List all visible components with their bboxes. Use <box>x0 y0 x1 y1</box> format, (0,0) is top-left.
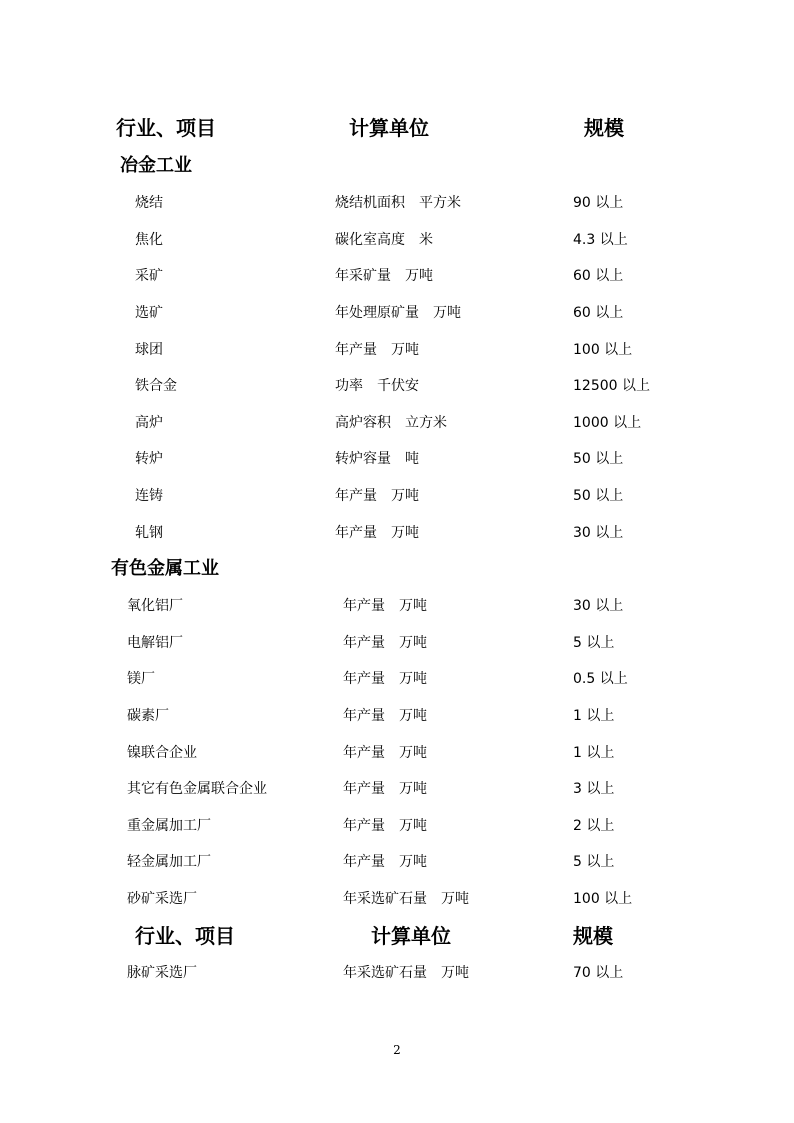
scale-value: 30 以上 <box>573 525 624 541</box>
unit-text: 年产量 万吨 <box>335 342 419 358</box>
item-name: 球团 <box>135 342 163 358</box>
item-name: 采矿 <box>135 268 163 284</box>
section-title-text: 冶金工业 <box>120 155 192 176</box>
table-row <box>0 484 794 508</box>
header-item: 行业、项目 <box>135 924 235 948</box>
item-name: 铁合金 <box>135 378 177 394</box>
scale-value: 4.3 以上 <box>573 232 628 248</box>
item-name: 重金属加工厂 <box>127 818 211 834</box>
scale-value: 1 以上 <box>573 708 615 724</box>
unit-text: 烧结机面积 平方米 <box>335 195 461 211</box>
table-row <box>0 594 794 618</box>
scale-value: 30 以上 <box>573 598 624 614</box>
unit-text: 年产量 万吨 <box>343 635 427 651</box>
item-name: 烧结 <box>135 195 163 211</box>
scale-value: 70 以上 <box>573 965 624 981</box>
scale-value: 3 以上 <box>573 781 615 797</box>
table-header-repeat <box>0 924 794 948</box>
header-scale: 规模 <box>573 924 613 948</box>
section-title <box>0 557 794 581</box>
unit-text: 转炉容量 吨 <box>335 451 419 467</box>
scale-value: 1 以上 <box>573 745 615 761</box>
table-row <box>0 887 794 911</box>
page-number: 2 <box>393 1043 401 1057</box>
table-row <box>0 777 794 801</box>
table-row <box>0 191 794 215</box>
unit-text: 年处理原矿量 万吨 <box>335 305 461 321</box>
header-scale: 规模 <box>584 116 624 140</box>
table-row <box>0 301 794 325</box>
item-name: 转炉 <box>135 451 163 467</box>
header-unit: 计算单位 <box>349 116 429 140</box>
table-row <box>0 961 794 985</box>
table-row <box>0 228 794 252</box>
section-title-text: 有色金属工业 <box>111 558 219 579</box>
unit-text: 年采选矿石量 万吨 <box>343 891 469 907</box>
scale-value: 1000 以上 <box>573 415 642 431</box>
item-name: 高炉 <box>135 415 163 431</box>
scale-value: 0.5 以上 <box>573 671 628 687</box>
scale-value: 90 以上 <box>573 195 624 211</box>
item-name: 镁厂 <box>127 671 155 687</box>
header-item: 行业、项目 <box>116 116 216 140</box>
item-name: 其它有色金属联合企业 <box>127 781 267 797</box>
unit-text: 功率 千伏安 <box>335 378 419 394</box>
table-row <box>0 667 794 691</box>
unit-text: 年采矿量 万吨 <box>335 268 433 284</box>
unit-text: 年产量 万吨 <box>343 598 427 614</box>
scale-value: 5 以上 <box>573 854 615 870</box>
scale-value: 5 以上 <box>573 635 615 651</box>
item-name: 砂矿采选厂 <box>127 891 197 907</box>
item-name: 脉矿采选厂 <box>127 965 197 981</box>
table-row <box>0 521 794 545</box>
item-name: 轻金属加工厂 <box>127 854 211 870</box>
unit-text: 年采选矿石量 万吨 <box>343 965 469 981</box>
table-row <box>0 338 794 362</box>
table-row <box>0 411 794 435</box>
table-row <box>0 447 794 471</box>
item-name: 镍联合企业 <box>127 745 197 761</box>
item-name: 氧化铝厂 <box>127 598 183 614</box>
item-name: 焦化 <box>135 232 163 248</box>
scale-value: 50 以上 <box>573 488 624 504</box>
item-name: 连铸 <box>135 488 163 504</box>
scale-value: 100 以上 <box>573 891 633 907</box>
table-row <box>0 264 794 288</box>
unit-text: 年产量 万吨 <box>343 854 427 870</box>
section-title <box>0 154 794 178</box>
scale-value: 100 以上 <box>573 342 633 358</box>
scale-value: 50 以上 <box>573 451 624 467</box>
item-name: 选矿 <box>135 305 163 321</box>
unit-text: 年产量 万吨 <box>343 818 427 834</box>
table-row <box>0 631 794 655</box>
table-row <box>0 741 794 765</box>
unit-text: 碳化室高度 米 <box>335 232 433 248</box>
scale-value: 60 以上 <box>573 268 624 284</box>
scale-value: 60 以上 <box>573 305 624 321</box>
scale-value: 2 以上 <box>573 818 615 834</box>
table-row <box>0 850 794 874</box>
item-name: 碳素厂 <box>127 708 169 724</box>
unit-text: 年产量 万吨 <box>343 745 427 761</box>
unit-text: 年产量 万吨 <box>343 781 427 797</box>
item-name: 电解铝厂 <box>127 635 183 651</box>
table-row <box>0 374 794 398</box>
header-unit: 计算单位 <box>371 924 451 948</box>
table-row <box>0 814 794 838</box>
table-row <box>0 704 794 728</box>
item-name: 轧钢 <box>135 525 163 541</box>
table-header <box>0 116 794 140</box>
unit-text: 年产量 万吨 <box>335 488 419 504</box>
unit-text: 高炉容积 立方米 <box>335 415 447 431</box>
unit-text: 年产量 万吨 <box>343 671 427 687</box>
unit-text: 年产量 万吨 <box>343 708 427 724</box>
scale-value: 12500 以上 <box>573 378 650 394</box>
unit-text: 年产量 万吨 <box>335 525 419 541</box>
